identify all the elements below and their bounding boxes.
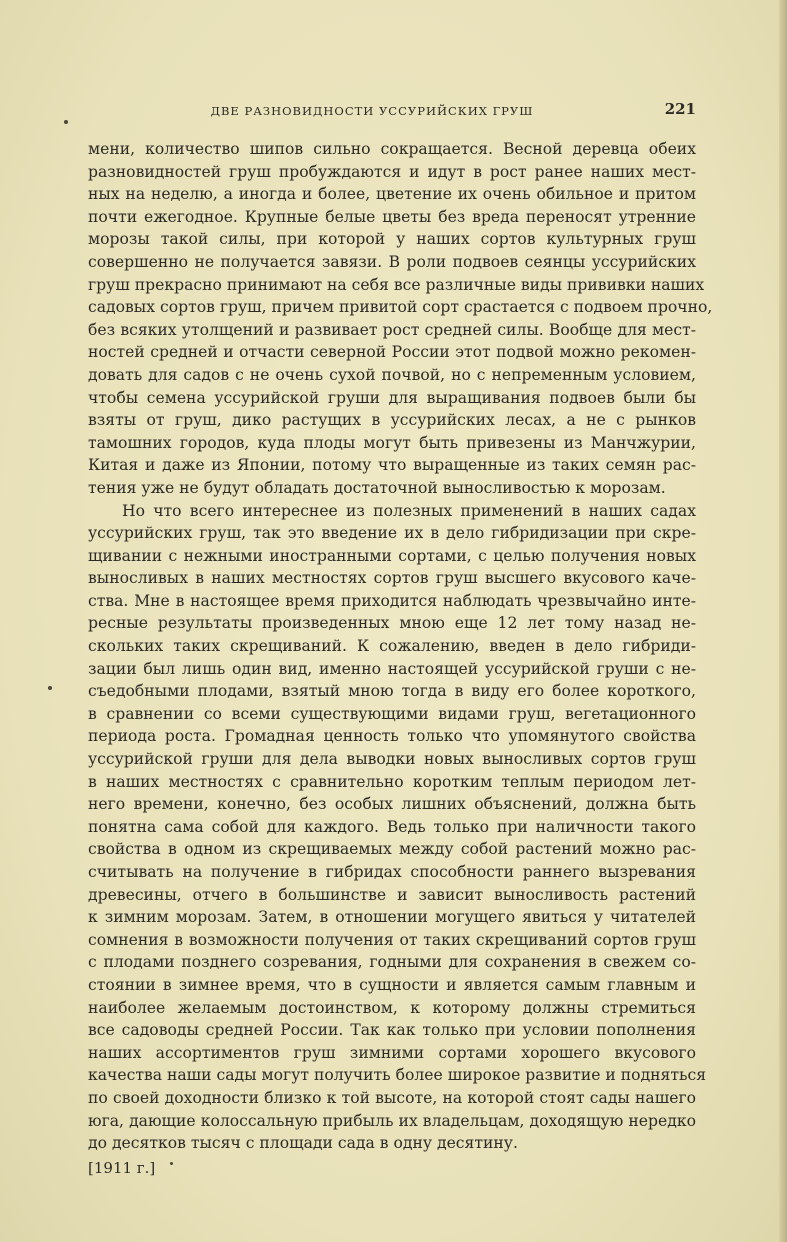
text-line: стоянии в зимнее время, что в сущности и является самым главным и: [88, 975, 696, 994]
text-line: тамошних городов, куда плоды могут быть привезены из Манчжурии,: [88, 433, 696, 452]
text-line: все садоводы средней России. Так как только при условии пополнения: [88, 1021, 696, 1040]
text-line: по своей доходности близко к той высоте, на которой стоят сады нашего: [88, 1088, 696, 1107]
text-line: выносливых в наших местностях сортов груш высшего вкусового каче-: [88, 569, 696, 588]
text-line: к зимним морозам. Затем, в отношении могущего явиться у читателей: [88, 908, 696, 927]
text-line: почти ежегодное. Крупные белые цветы без вреда переносят утренние: [88, 207, 696, 226]
text-line: зации был лишь один вид, именно настоящей уссурийской груши с не-: [88, 659, 696, 678]
text-line: съедобными плодами, взятый мною тогда в виду его более короткого,: [88, 682, 696, 701]
body-text: [88, 138, 713, 1179]
text-line: довать для садов с не очень сухой почвой, но с непременным условием,: [88, 365, 696, 384]
text-line: уссурийской груши для дела выводки новых выносливых сортов груш: [88, 750, 696, 769]
text-line: морозы такой силы, при которой у наших сортов культурных груш: [88, 230, 696, 249]
text-line: считывать на получение в гибридах способности раннего вызревания: [88, 863, 696, 881]
paragraphs: [88, 138, 713, 1155]
text-line: скольких таких скрещиваний. К сожалению, введен в дело гибриди-: [88, 637, 696, 656]
text-line: разновидностей груш пробуждаются и идут в рост ранее наших мест-: [88, 162, 696, 181]
text-line: него времени, конечно, без особых лишних объяснений, должна быть: [88, 795, 696, 814]
text-line: совершенно не получается завязи. В роли подвоев сеянцы уссурийских: [88, 252, 696, 271]
text-line: ностей средней и отчасти северной России этот подвой можно рекомен-: [88, 343, 696, 362]
text-line: до десятков тысяч с площади сада в одну десятину.: [88, 1134, 518, 1153]
text-line: периода роста. Громадная ценность только что упомянутого свойства: [88, 727, 696, 746]
paragraph: [88, 500, 707, 1155]
paragraph: [88, 138, 713, 500]
text-line: сомнения в возможности получения от таких скрещиваний сортов груш: [88, 930, 696, 949]
text-line: садовых сортов груш, причем привитой сорт срастается с подвоем прочно,: [88, 298, 713, 317]
text-line: мени, количество шипов сильно сокращается. Весной деревца обеих: [88, 140, 696, 158]
page-edge: [779, 0, 787, 1242]
print-speck: [64, 120, 68, 124]
page-number: 221: [664, 100, 696, 118]
text-line: взяты от груш, дико растущих в уссурийских лесах, а не с рынков: [88, 411, 696, 430]
page-header: [88, 100, 696, 124]
text-line: в наших местностях с сравнительно коротким теплым периодом лет-: [88, 772, 696, 791]
text-line: древесины, отчего в большинстве и зависит выносливость растений: [88, 885, 696, 904]
running-head: ДВЕ РАЗНОВИДНОСТИ УССУРИЙСКИХ ГРУШ: [210, 104, 534, 118]
text-line: свойства в одном из скрещиваемых между собой растений можно рас-: [88, 840, 696, 859]
text-line: в сравнении со всеми существующими видами груш, вегетационного: [88, 704, 696, 723]
text-line: Китая и даже из Японии, потому что выращенные из таких семян рас-: [88, 456, 696, 475]
text-line: наших ассортиментов груш зимними сортами хорошего вкусового: [88, 1043, 696, 1062]
text-line: без всяких утолщений и развивает рост средней силы. Вообще для мест-: [88, 320, 696, 339]
text-line: качества наши сады могут получить более широкое развитие и подняться: [88, 1066, 707, 1085]
text-line: юга, дающие колоссальную прибыль их владельцам, доходящую нередко: [88, 1111, 696, 1130]
print-speck: [48, 686, 52, 690]
date-note: [1911 г.]: [88, 1158, 156, 1177]
text-line: ных на неделю, а иногда и более, цветение их очень обильное и притом: [88, 185, 696, 204]
text-line: груш прекрасно принимают на себя все различные виды прививки наших: [88, 275, 705, 294]
text-line: ресные результаты произведенных мною еще 12 лет тому назад не-: [88, 614, 696, 633]
text-line: Но что всего интереснее из полезных применений в наших садах: [122, 501, 696, 520]
text-line: тения уже не будут обладать достаточной выносливостью к морозам.: [88, 478, 666, 497]
text-line: уссурийских груш, так это введение их в дело гибридизации при скре-: [88, 524, 696, 543]
text-line: чтобы семена уссурийской груши для выращивания подвоев были бы: [88, 388, 696, 407]
text-line: щивании с нежными иностранными сортами, с целью получения новых: [88, 546, 696, 565]
text-line: понятна сама собой для каждого. Ведь только при наличности такого: [88, 817, 696, 836]
text-line: наиболее желаемым достоинством, к которому должны стремиться: [88, 998, 696, 1017]
text-line: ства. Мне в настоящее время приходится наблюдать чрезвычайно инте-: [88, 591, 696, 610]
text-line: с плодами позднего созревания, годными для сохранения в свежем со-: [88, 953, 696, 972]
